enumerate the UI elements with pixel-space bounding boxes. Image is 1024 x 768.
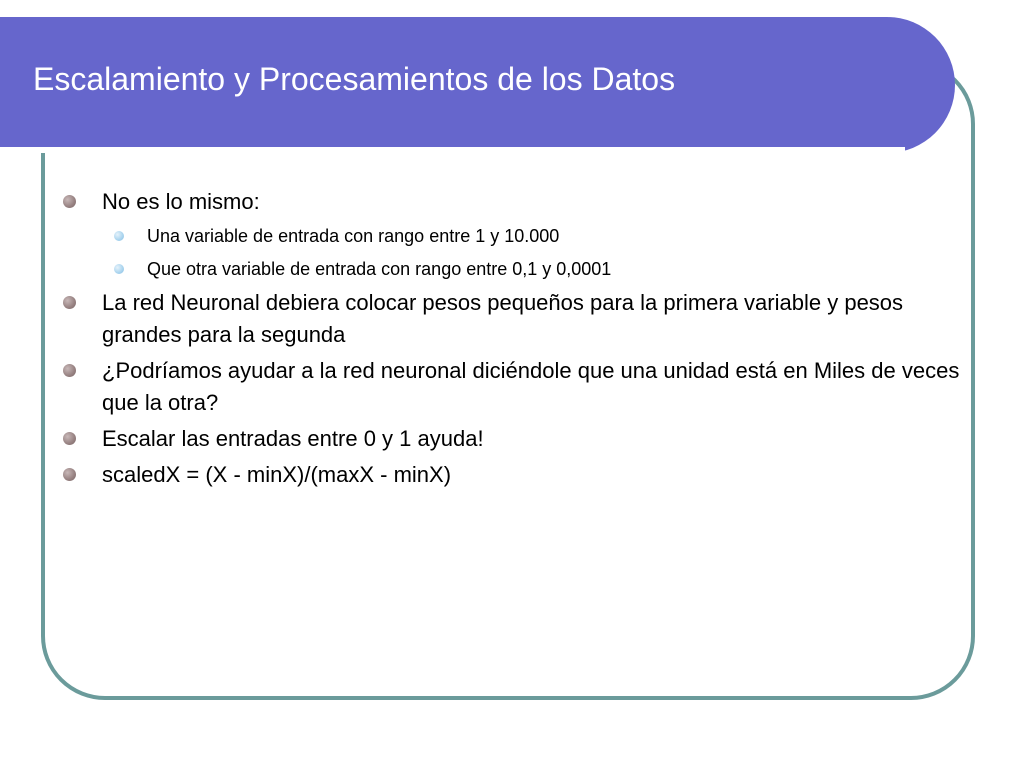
bullet-text: scaledX = (X - minX)/(maxX - minX) <box>102 462 452 487</box>
bullet-icon <box>63 432 76 445</box>
bullet-item <box>102 459 972 491</box>
bullet-item <box>102 186 972 218</box>
sub-bullet-icon <box>114 231 124 241</box>
sub-bullet-text: Que otra variable de entrada con rango entre 0,1 y 0,0001 <box>147 259 612 279</box>
bullet-text: ¿Podríamos ayudar a la red neuronal diciéndole que una unidad está en Miles de veces que la otra? <box>102 358 960 415</box>
bullet-text: La red Neuronal debiera colocar pesos pequeños para la primera variable y pesos grandes para la segunda <box>102 290 904 347</box>
sub-bullet-item <box>147 253 967 285</box>
slide-title: Escalamiento y Procesamientos de los Datos <box>33 61 676 97</box>
bullet-icon <box>63 296 76 309</box>
sub-bullet-text: Una variable de entrada con rango entre 1 y 10.000 <box>147 226 560 246</box>
bullet-item <box>102 355 972 419</box>
bullet-text: Escalar las entradas entre 0 y 1 ayuda! <box>102 426 484 451</box>
bullet-icon <box>63 195 76 208</box>
bullet-icon <box>63 364 76 377</box>
bullet-item <box>102 287 972 351</box>
bullet-text: No es lo mismo: <box>102 189 260 214</box>
sub-bullet-icon <box>114 264 124 274</box>
bullet-icon <box>63 468 76 481</box>
sub-bullet-item <box>147 220 967 252</box>
bullet-item <box>102 423 972 455</box>
